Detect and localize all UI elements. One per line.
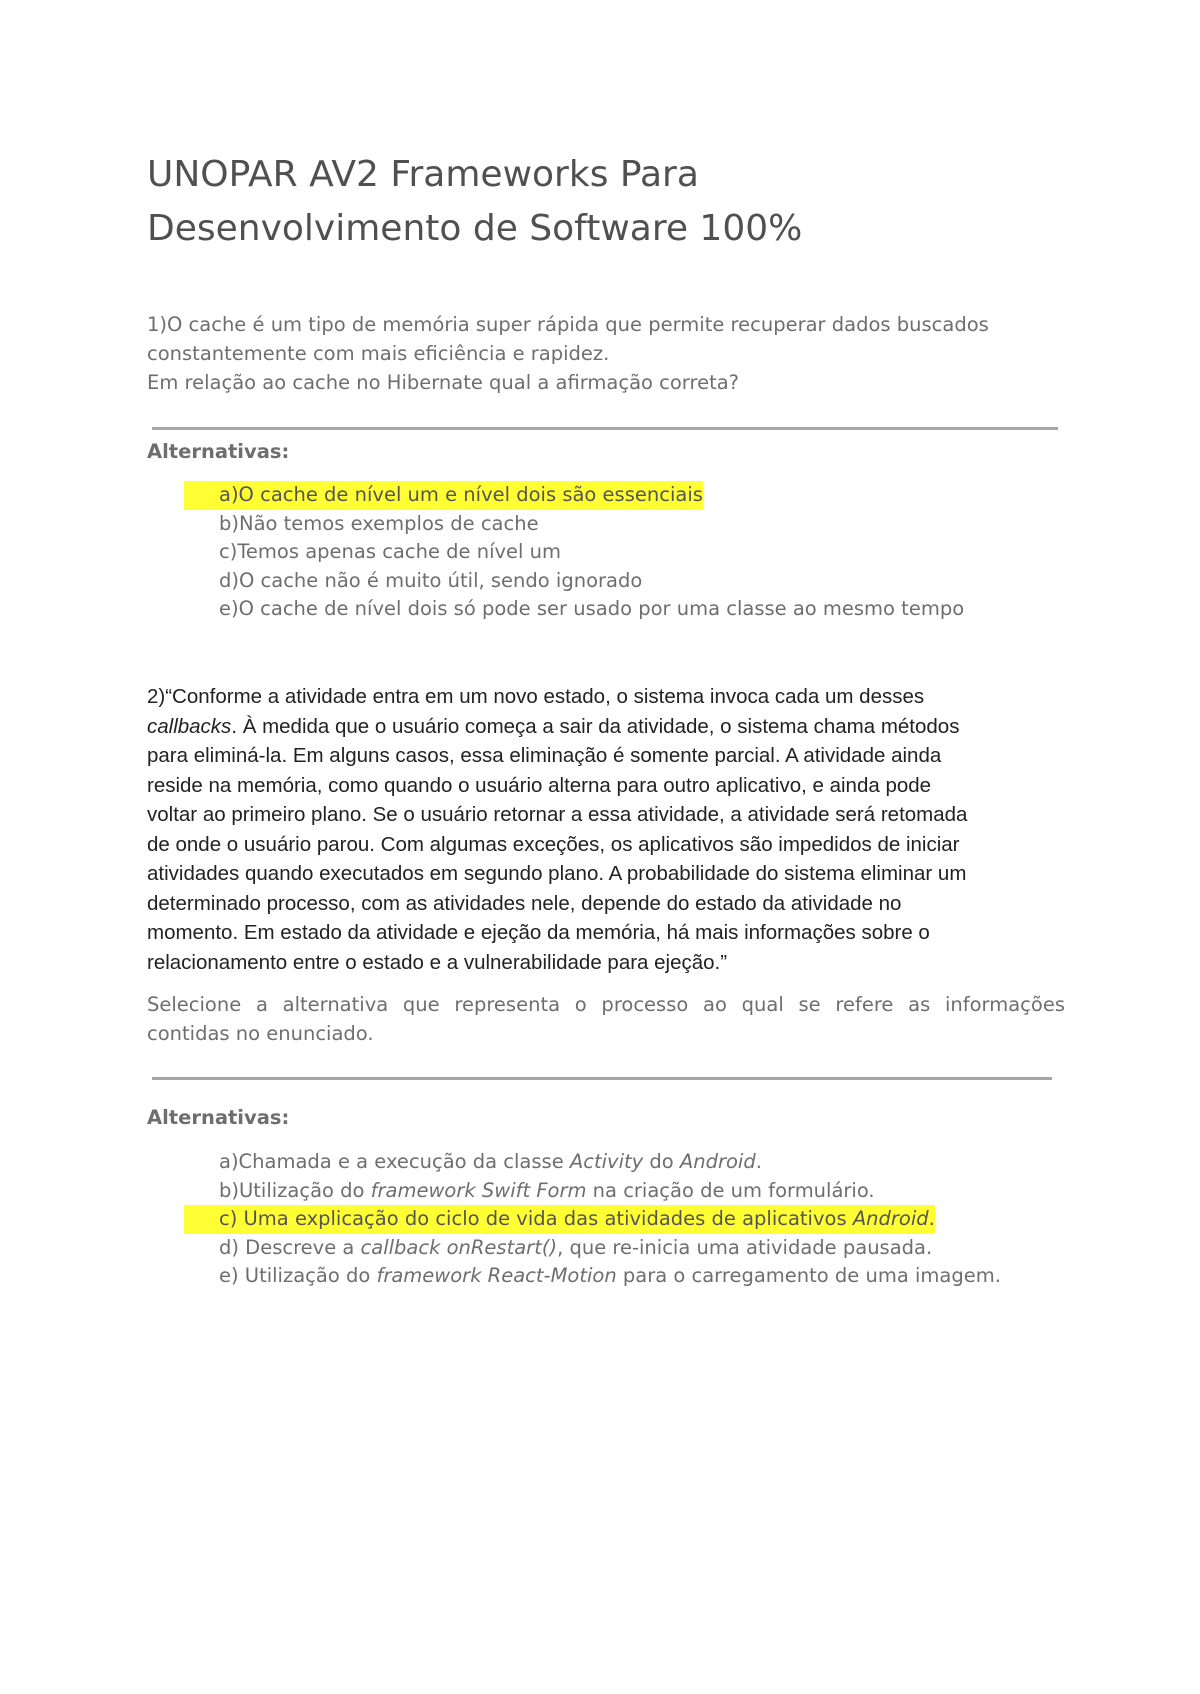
quote-line: determinado processo, com as atividades nele, depende do estado da atividade no (147, 891, 902, 915)
alt-italic: Android (679, 1150, 756, 1173)
quote-line: 2)“Conforme a atividade entra em um novo estado, o sistema invoca cada um desses (147, 685, 925, 708)
alt-text: a)Chamada e a execução da classe (219, 1150, 570, 1173)
quote-line: voltar ao primeiro plano. Se o usuário retornar a essa atividade, a atividade será retomada (147, 803, 968, 826)
question-2-quote (147, 682, 1067, 977)
alt-italic: framework Swift Form (370, 1178, 587, 1202)
alt-italic: Android (852, 1207, 929, 1231)
alt-text: d) Descreve a (219, 1235, 361, 1259)
alt-text: do (643, 1150, 680, 1173)
quote-line: atividades quando executados em segundo plano. A probabilidade do sistema eliminar um (147, 862, 967, 885)
document-title (147, 148, 1107, 256)
alternative-e: e)O cache de nível dois só pode ser usado por uma classe ao mesmo tempo (219, 597, 965, 621)
quote-line: de onde o usuário parou. Com algumas exceções, os aplicativos são impedidos de iniciar (147, 832, 960, 856)
alt-italic: Activity (569, 1150, 644, 1173)
alt-text: . (755, 1150, 762, 1173)
alt-text: , que re-inicia uma atividade pausada. (557, 1235, 933, 1259)
alternative-a (184, 1148, 1001, 1177)
alt-text: para o carregamento de uma imagem. (616, 1264, 1001, 1288)
alt-text: b)Utilização do (219, 1178, 371, 1202)
quote-line: momento. Em estado da atividade e ejeção da memória, há mais informações sobre o (147, 921, 930, 944)
question-1-alternatives (184, 481, 964, 624)
alternative-a-highlighted: a)O cache de nível um e nível dois são essenciais (184, 481, 703, 510)
quote-italic: callbacks (147, 714, 232, 738)
alt-text: c) Uma explicação do ciclo de vida das atividades de aplicativos (219, 1207, 853, 1231)
question-2-alternatives (184, 1148, 1001, 1291)
prompt-line: Selecione a alternativa que representa o processo ao qual se refere as informações (147, 993, 1065, 1016)
divider (152, 1077, 1052, 1080)
alt-text: . (928, 1207, 935, 1231)
alternative-b (184, 1177, 1001, 1206)
alternative-b: b)Não temos exemplos de cache (219, 511, 539, 535)
alternative-c-highlighted (184, 1205, 935, 1234)
question-1-line: constantemente com mais eficiência e rapidez. (147, 342, 610, 365)
alt-text: na criação de um formulário. (586, 1178, 875, 1202)
divider (152, 427, 1058, 430)
alt-italic: framework React-Motion (376, 1264, 617, 1288)
alternative-d: d)O cache não é muito útil, sendo ignorado (219, 568, 643, 592)
question-1-text (147, 310, 1107, 397)
quote-line: para eliminá-la. Em alguns casos, essa eliminação é somente parcial. A atividade ainda (147, 744, 942, 767)
question-2-prompt (147, 990, 1065, 1048)
alternative-e (184, 1262, 1001, 1291)
alternatives-heading: Alternativas: (147, 440, 290, 463)
title-line-2: Desenvolvimento de Software 100% (147, 208, 803, 249)
prompt-line: contidas no enunciado. (147, 1022, 374, 1045)
title-line-1: UNOPAR AV2 Frameworks Para (147, 154, 699, 195)
alternative-d (184, 1234, 1001, 1263)
question-1-line: 1)O cache é um tipo de memória super rápida que permite recuperar dados buscados (147, 313, 989, 336)
alt-text: e) Utilização do (219, 1264, 377, 1288)
alternatives-heading: Alternativas: (147, 1106, 290, 1129)
question-1-line: Em relação ao cache no Hibernate qual a afirmação correta? (147, 371, 740, 394)
quote-span: . À medida que o usuário começa a sair da atividade, o sistema chama métodos (231, 714, 960, 738)
quote-line: reside na memória, como quando o usuário alterna para outro aplicativo, e ainda pode (147, 773, 932, 797)
alt-italic: callback onRestart() (360, 1235, 558, 1259)
alternative-c: c)Temos apenas cache de nível um (219, 540, 562, 564)
quote-line (147, 712, 1067, 742)
quote-line: relacionamento entre o estado e a vulnerabilidade para ejeção.” (147, 950, 728, 974)
